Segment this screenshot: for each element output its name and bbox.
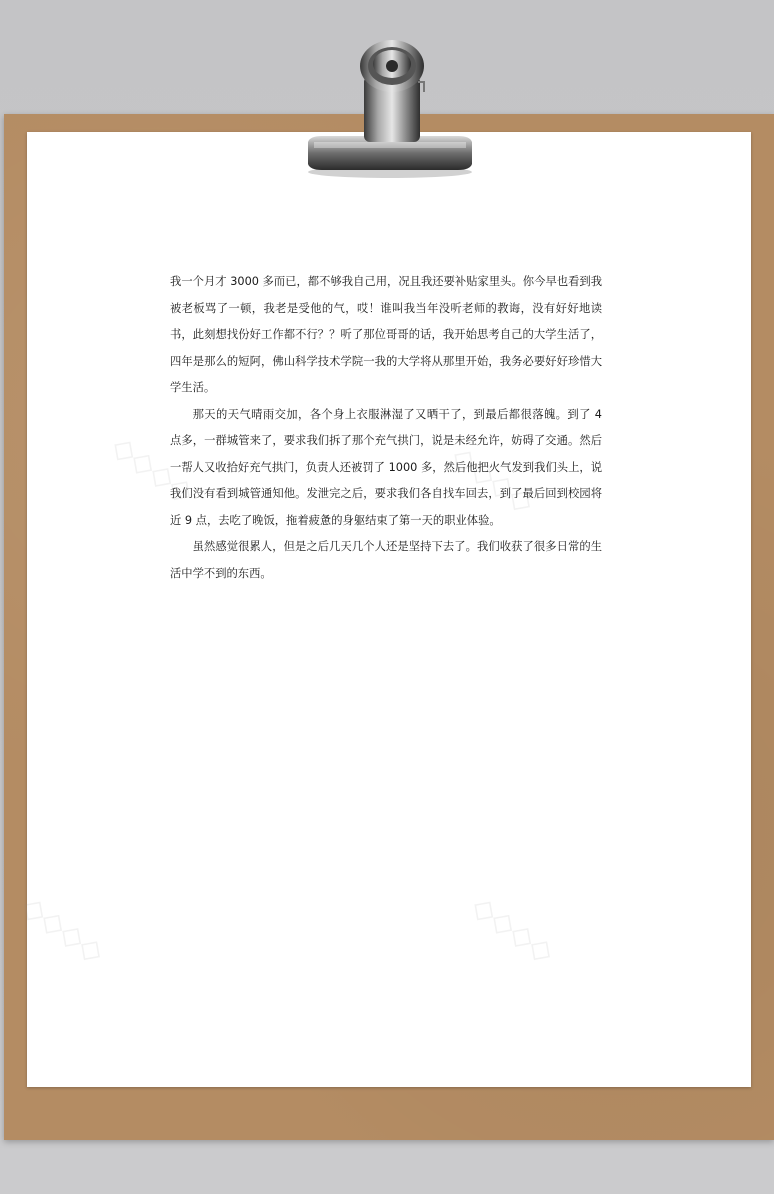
document-body [170,269,602,587]
watermark-mark: ◇◇◇◇ [445,438,541,521]
paragraph-1: 我一个月才 3000 多而已，都不够我自己用，况且我还要补贴家里头。你今早也看到我被老板骂了一顿，我老是受他的气，哎！谁叫我当年没听老师的教诲，没有好好地读书，此刻想找份好工作都不行？？听了那位哥哥的话，我开始思考自己的大学生活了，四年是那么的短阿，佛山科学技术学院一我的大学将从那里开始，我务必要好好珍惜大学生活。 [170,275,602,394]
paragraph-2: 那天的天气晴雨交加，各个身上衣服淋湿了又晒干了，到最后都很落魄。到了 4 点多，一群城管来了，要求我们拆了那个充气拱门，说是未经允许，妨碍了交通。然后一帮人又收拾好充气拱门，负责人还被罚了 1000 多，然后他把火气发到我们头上，说我们没有看到城管通知他。发泄完之后，要求我们各自找车回去，到了最后回到校园将近 9 点，去吃了晚饭，拖着疲惫的身躯结束了第一天的职业体验。 [170,407,602,527]
watermark-mark: ◇◇◇◇ [105,428,201,511]
watermark-mark: ◇◇◇◇ [15,888,111,971]
paragraph-3: 虽然感觉很累人，但是之后几天几个人还是坚持下去了。我们收获了很多日常的生活中学不到的东西。 [170,540,602,580]
binder-clip-icon [300,24,480,179]
watermark-mark: ◇◇◇◇ [465,888,561,971]
